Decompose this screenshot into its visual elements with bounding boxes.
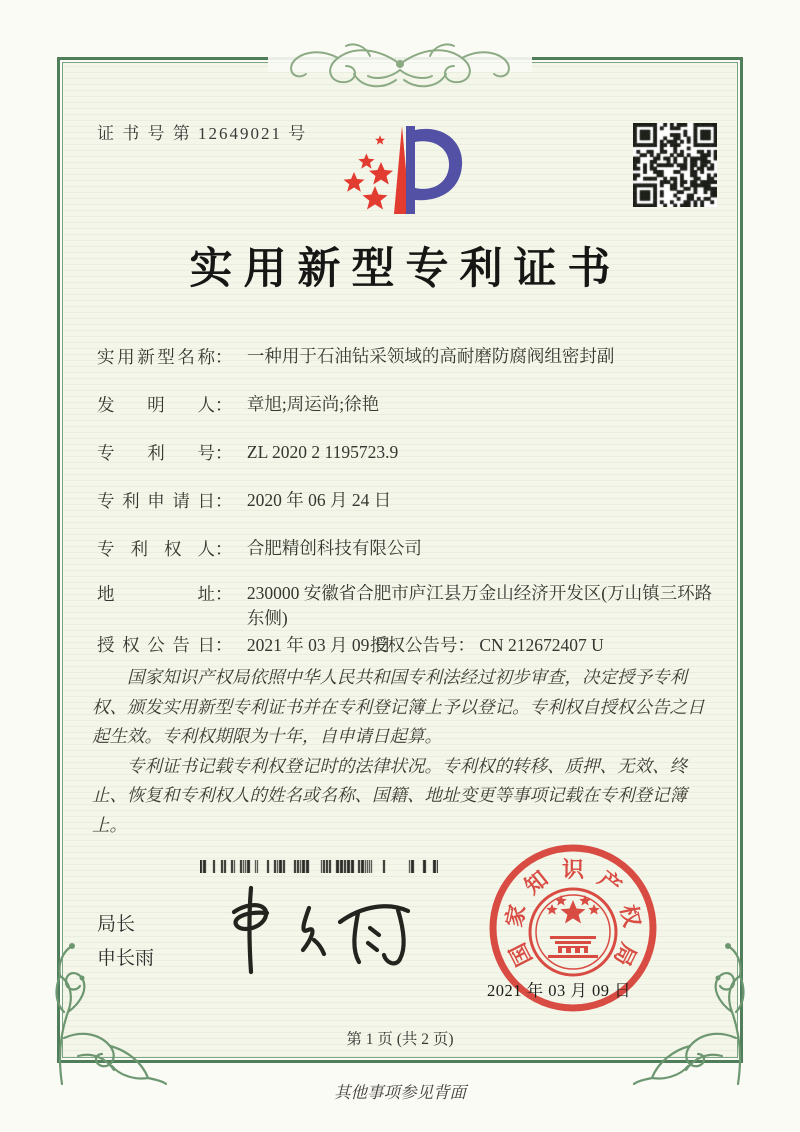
field-label: 实用新型名称 bbox=[97, 347, 215, 367]
grant-date-value: 2021 年 03 月 09 日 bbox=[246, 635, 392, 655]
svg-text:权: 权 bbox=[615, 902, 645, 930]
field-label: 地址 bbox=[97, 584, 215, 604]
field-inventor: 发明人： 章旭;周运尚;徐艳 bbox=[97, 392, 717, 417]
handwritten-signature-icon bbox=[212, 882, 417, 982]
cnipa-patent-logo-icon bbox=[330, 110, 472, 232]
field-value: 章旭;周运尚;徐艳 bbox=[246, 394, 380, 414]
field-filing-date: 专利申请日： 2020 年 06 月 24 日 bbox=[97, 488, 717, 513]
legal-text bbox=[92, 663, 708, 840]
officer-title: 局长 bbox=[97, 914, 136, 935]
field-utility-model-name: 实用新型名称： 一种用于石油钻采领域的高耐磨防腐阀组密封副 bbox=[97, 344, 717, 369]
svg-text:国: 国 bbox=[504, 939, 538, 971]
field-label: 专利号 bbox=[97, 443, 215, 463]
barcode bbox=[200, 860, 438, 873]
qr-code bbox=[633, 123, 717, 207]
grant-number-value: CN 212672407 U bbox=[479, 635, 604, 655]
svg-text:局: 局 bbox=[608, 939, 642, 971]
officer-name: 申长雨 bbox=[97, 948, 155, 969]
seal-date: 2021 年 03 月 09 日 bbox=[487, 981, 632, 1000]
field-label: 发明人 bbox=[97, 395, 215, 415]
svg-text:识: 识 bbox=[561, 857, 585, 882]
svg-text:知: 知 bbox=[519, 865, 553, 900]
field-patentee: 专利权人： 合肥精创科技有限公司 bbox=[97, 536, 717, 561]
field-value: 2020 年 06 月 24 日 bbox=[246, 490, 392, 510]
field-grant-row: 授权公告日： 2021 年 03 月 09 日 授权公告号： CN 212672407 U bbox=[97, 632, 391, 657]
certificate-title: 实用新型专利证书 bbox=[189, 246, 622, 293]
svg-text:产: 产 bbox=[593, 865, 627, 900]
field-value: 合肥精创科技有限公司 bbox=[246, 538, 422, 558]
field-value: 一种用于石油钻采领域的高耐磨防腐阀组密封副 bbox=[246, 346, 615, 366]
field-value: 230000 安徽省合肥市庐江县万金山经济开发区(万山镇三环路东侧) bbox=[246, 583, 713, 628]
grant-number-label: 授权公告号 bbox=[370, 635, 458, 655]
field-label: 授权公告日 bbox=[97, 635, 215, 655]
svg-text:家: 家 bbox=[501, 902, 531, 930]
field-value: ZL 2020 2 1195723.9 bbox=[246, 442, 399, 462]
field-label: 专利申请日 bbox=[97, 491, 215, 511]
certificate-number: 证 书 号 第 12649021 号 bbox=[97, 124, 308, 143]
field-address: 地址： 230000 安徽省合肥市庐江县万金山经济开发区(万山镇三环路东侧) bbox=[97, 581, 717, 631]
field-patent-number: 专利号： ZL 2020 2 1195723.9 bbox=[97, 440, 717, 465]
officer-block bbox=[97, 908, 154, 976]
field-label: 专利权人 bbox=[97, 539, 215, 559]
top-border-ornament-icon bbox=[258, 34, 542, 98]
legal-paragraph-2: 专利证书记载专利权登记时的法律状况。专利权的转移、质押、无效、终止、恢复和专利权人的姓名或名称、国籍、地址变更等事项记载在专利登记簿上。 bbox=[92, 755, 687, 835]
grant-number-pair: 授权公告号： CN 212672407 U bbox=[370, 635, 604, 655]
page-number: 第 1 页 (共 2 页) bbox=[346, 1031, 454, 1048]
legal-paragraph-1: 国家知识产权局依照中华人民共和国专利法经过初步审查，决定授予专利权、颁发实用新型专利证书并在专利登记簿上予以登记。专利权自授权公告之日起生效。专利权期限为十年，自申请日起算。 bbox=[92, 667, 705, 746]
back-side-note: 其他事项参见背面 bbox=[334, 1083, 466, 1102]
